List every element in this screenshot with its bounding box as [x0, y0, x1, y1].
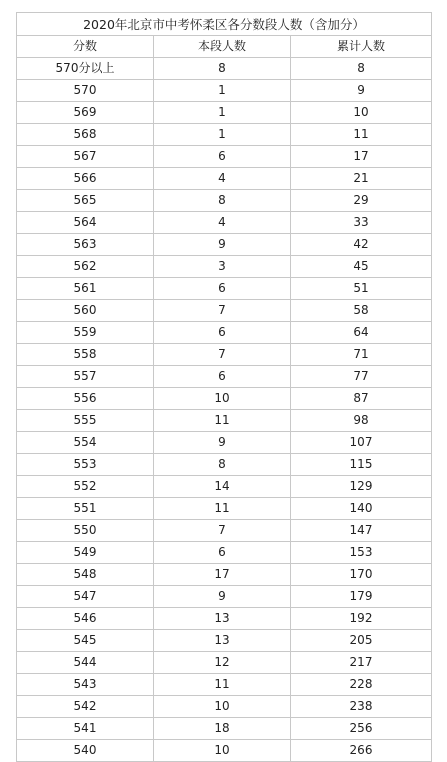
- cell-cumulative-count: 179: [291, 586, 432, 608]
- cell-score: 569: [17, 102, 154, 124]
- table-row: [17, 718, 432, 740]
- table-row: [17, 256, 432, 278]
- cell-segment-count: 1: [154, 102, 291, 124]
- cell-segment-count: 7: [154, 300, 291, 322]
- column-header-score: 分数: [17, 36, 154, 58]
- cell-score: 553: [17, 454, 154, 476]
- cell-score: 566: [17, 168, 154, 190]
- cell-segment-count: 12: [154, 652, 291, 674]
- cell-cumulative-count: 45: [291, 256, 432, 278]
- table-row: [17, 322, 432, 344]
- cell-score: 548: [17, 564, 154, 586]
- column-header-cumulative-count: 累计人数: [291, 36, 432, 58]
- column-header-segment-count: 本段人数: [154, 36, 291, 58]
- table-row: [17, 696, 432, 718]
- cell-cumulative-count: 217: [291, 652, 432, 674]
- cell-cumulative-count: 10: [291, 102, 432, 124]
- cell-segment-count: 10: [154, 740, 291, 762]
- cell-segment-count: 6: [154, 278, 291, 300]
- cell-cumulative-count: 266: [291, 740, 432, 762]
- table-row: [17, 300, 432, 322]
- cell-segment-count: 11: [154, 674, 291, 696]
- table-row: [17, 80, 432, 102]
- table-row: [17, 58, 432, 80]
- cell-segment-count: 4: [154, 168, 291, 190]
- cell-cumulative-count: 205: [291, 630, 432, 652]
- cell-cumulative-count: 71: [291, 344, 432, 366]
- cell-segment-count: 8: [154, 58, 291, 80]
- cell-score: 540: [17, 740, 154, 762]
- cell-cumulative-count: 33: [291, 212, 432, 234]
- cell-segment-count: 17: [154, 564, 291, 586]
- table-row: [17, 168, 432, 190]
- cell-score: 565: [17, 190, 154, 212]
- cell-score: 564: [17, 212, 154, 234]
- table-row: [17, 586, 432, 608]
- cell-cumulative-count: 98: [291, 410, 432, 432]
- cell-cumulative-count: 129: [291, 476, 432, 498]
- cell-score: 561: [17, 278, 154, 300]
- cell-score: 560: [17, 300, 154, 322]
- cell-segment-count: 9: [154, 586, 291, 608]
- cell-score: 542: [17, 696, 154, 718]
- cell-score: 551: [17, 498, 154, 520]
- table-row: [17, 344, 432, 366]
- table-row: [17, 542, 432, 564]
- cell-segment-count: 9: [154, 432, 291, 454]
- table-row: [17, 278, 432, 300]
- table-row: [17, 520, 432, 542]
- cell-cumulative-count: 256: [291, 718, 432, 740]
- table-row: [17, 102, 432, 124]
- table-row: [17, 190, 432, 212]
- cell-score: 543: [17, 674, 154, 696]
- table-row: [17, 476, 432, 498]
- cell-cumulative-count: 11: [291, 124, 432, 146]
- cell-segment-count: 13: [154, 608, 291, 630]
- cell-cumulative-count: 42: [291, 234, 432, 256]
- table-row: [17, 234, 432, 256]
- cell-cumulative-count: 64: [291, 322, 432, 344]
- cell-cumulative-count: 17: [291, 146, 432, 168]
- table-row: [17, 608, 432, 630]
- score-distribution-table: [16, 12, 432, 762]
- cell-score: 567: [17, 146, 154, 168]
- cell-score: 570: [17, 80, 154, 102]
- cell-cumulative-count: 51: [291, 278, 432, 300]
- cell-segment-count: 1: [154, 80, 291, 102]
- cell-segment-count: 1: [154, 124, 291, 146]
- cell-score: 545: [17, 630, 154, 652]
- cell-segment-count: 9: [154, 234, 291, 256]
- table-row: [17, 454, 432, 476]
- cell-segment-count: 8: [154, 190, 291, 212]
- cell-score: 541: [17, 718, 154, 740]
- cell-cumulative-count: 87: [291, 388, 432, 410]
- cell-score: 554: [17, 432, 154, 454]
- cell-segment-count: 6: [154, 322, 291, 344]
- cell-segment-count: 10: [154, 696, 291, 718]
- cell-cumulative-count: 8: [291, 58, 432, 80]
- cell-segment-count: 8: [154, 454, 291, 476]
- table-row: [17, 146, 432, 168]
- cell-score: 555: [17, 410, 154, 432]
- cell-segment-count: 4: [154, 212, 291, 234]
- table-row: [17, 366, 432, 388]
- cell-score: 556: [17, 388, 154, 410]
- cell-cumulative-count: 77: [291, 366, 432, 388]
- cell-segment-count: 6: [154, 366, 291, 388]
- cell-cumulative-count: 153: [291, 542, 432, 564]
- table-row: [17, 630, 432, 652]
- table-row: [17, 674, 432, 696]
- cell-cumulative-count: 107: [291, 432, 432, 454]
- table-row: [17, 740, 432, 762]
- cell-segment-count: 6: [154, 542, 291, 564]
- cell-segment-count: 7: [154, 344, 291, 366]
- cell-cumulative-count: 238: [291, 696, 432, 718]
- table-row: [17, 388, 432, 410]
- cell-cumulative-count: 9: [291, 80, 432, 102]
- cell-cumulative-count: 192: [291, 608, 432, 630]
- cell-segment-count: 14: [154, 476, 291, 498]
- cell-cumulative-count: 21: [291, 168, 432, 190]
- cell-score: 570分以上: [17, 58, 154, 80]
- cell-cumulative-count: 29: [291, 190, 432, 212]
- cell-score: 550: [17, 520, 154, 542]
- cell-score: 557: [17, 366, 154, 388]
- cell-score: 562: [17, 256, 154, 278]
- cell-segment-count: 13: [154, 630, 291, 652]
- cell-score: 547: [17, 586, 154, 608]
- table-row: [17, 124, 432, 146]
- table-row: [17, 432, 432, 454]
- table-row: [17, 212, 432, 234]
- cell-segment-count: 6: [154, 146, 291, 168]
- cell-segment-count: 10: [154, 388, 291, 410]
- table-row: [17, 410, 432, 432]
- cell-score: 549: [17, 542, 154, 564]
- cell-score: 546: [17, 608, 154, 630]
- table-row: [17, 652, 432, 674]
- cell-segment-count: 11: [154, 410, 291, 432]
- cell-score: 568: [17, 124, 154, 146]
- cell-segment-count: 18: [154, 718, 291, 740]
- table-header-row: [17, 36, 432, 58]
- cell-score: 552: [17, 476, 154, 498]
- cell-segment-count: 3: [154, 256, 291, 278]
- table-title-row: [17, 13, 432, 36]
- cell-segment-count: 11: [154, 498, 291, 520]
- cell-score: 558: [17, 344, 154, 366]
- cell-segment-count: 7: [154, 520, 291, 542]
- cell-score: 559: [17, 322, 154, 344]
- table-body: [17, 58, 432, 762]
- table-title: 2020年北京市中考怀柔区各分数段人数（含加分）: [17, 13, 432, 36]
- table-row: [17, 498, 432, 520]
- cell-cumulative-count: 140: [291, 498, 432, 520]
- cell-score: 544: [17, 652, 154, 674]
- cell-cumulative-count: 170: [291, 564, 432, 586]
- cell-cumulative-count: 58: [291, 300, 432, 322]
- cell-cumulative-count: 147: [291, 520, 432, 542]
- table-row: [17, 564, 432, 586]
- cell-cumulative-count: 228: [291, 674, 432, 696]
- cell-score: 563: [17, 234, 154, 256]
- cell-cumulative-count: 115: [291, 454, 432, 476]
